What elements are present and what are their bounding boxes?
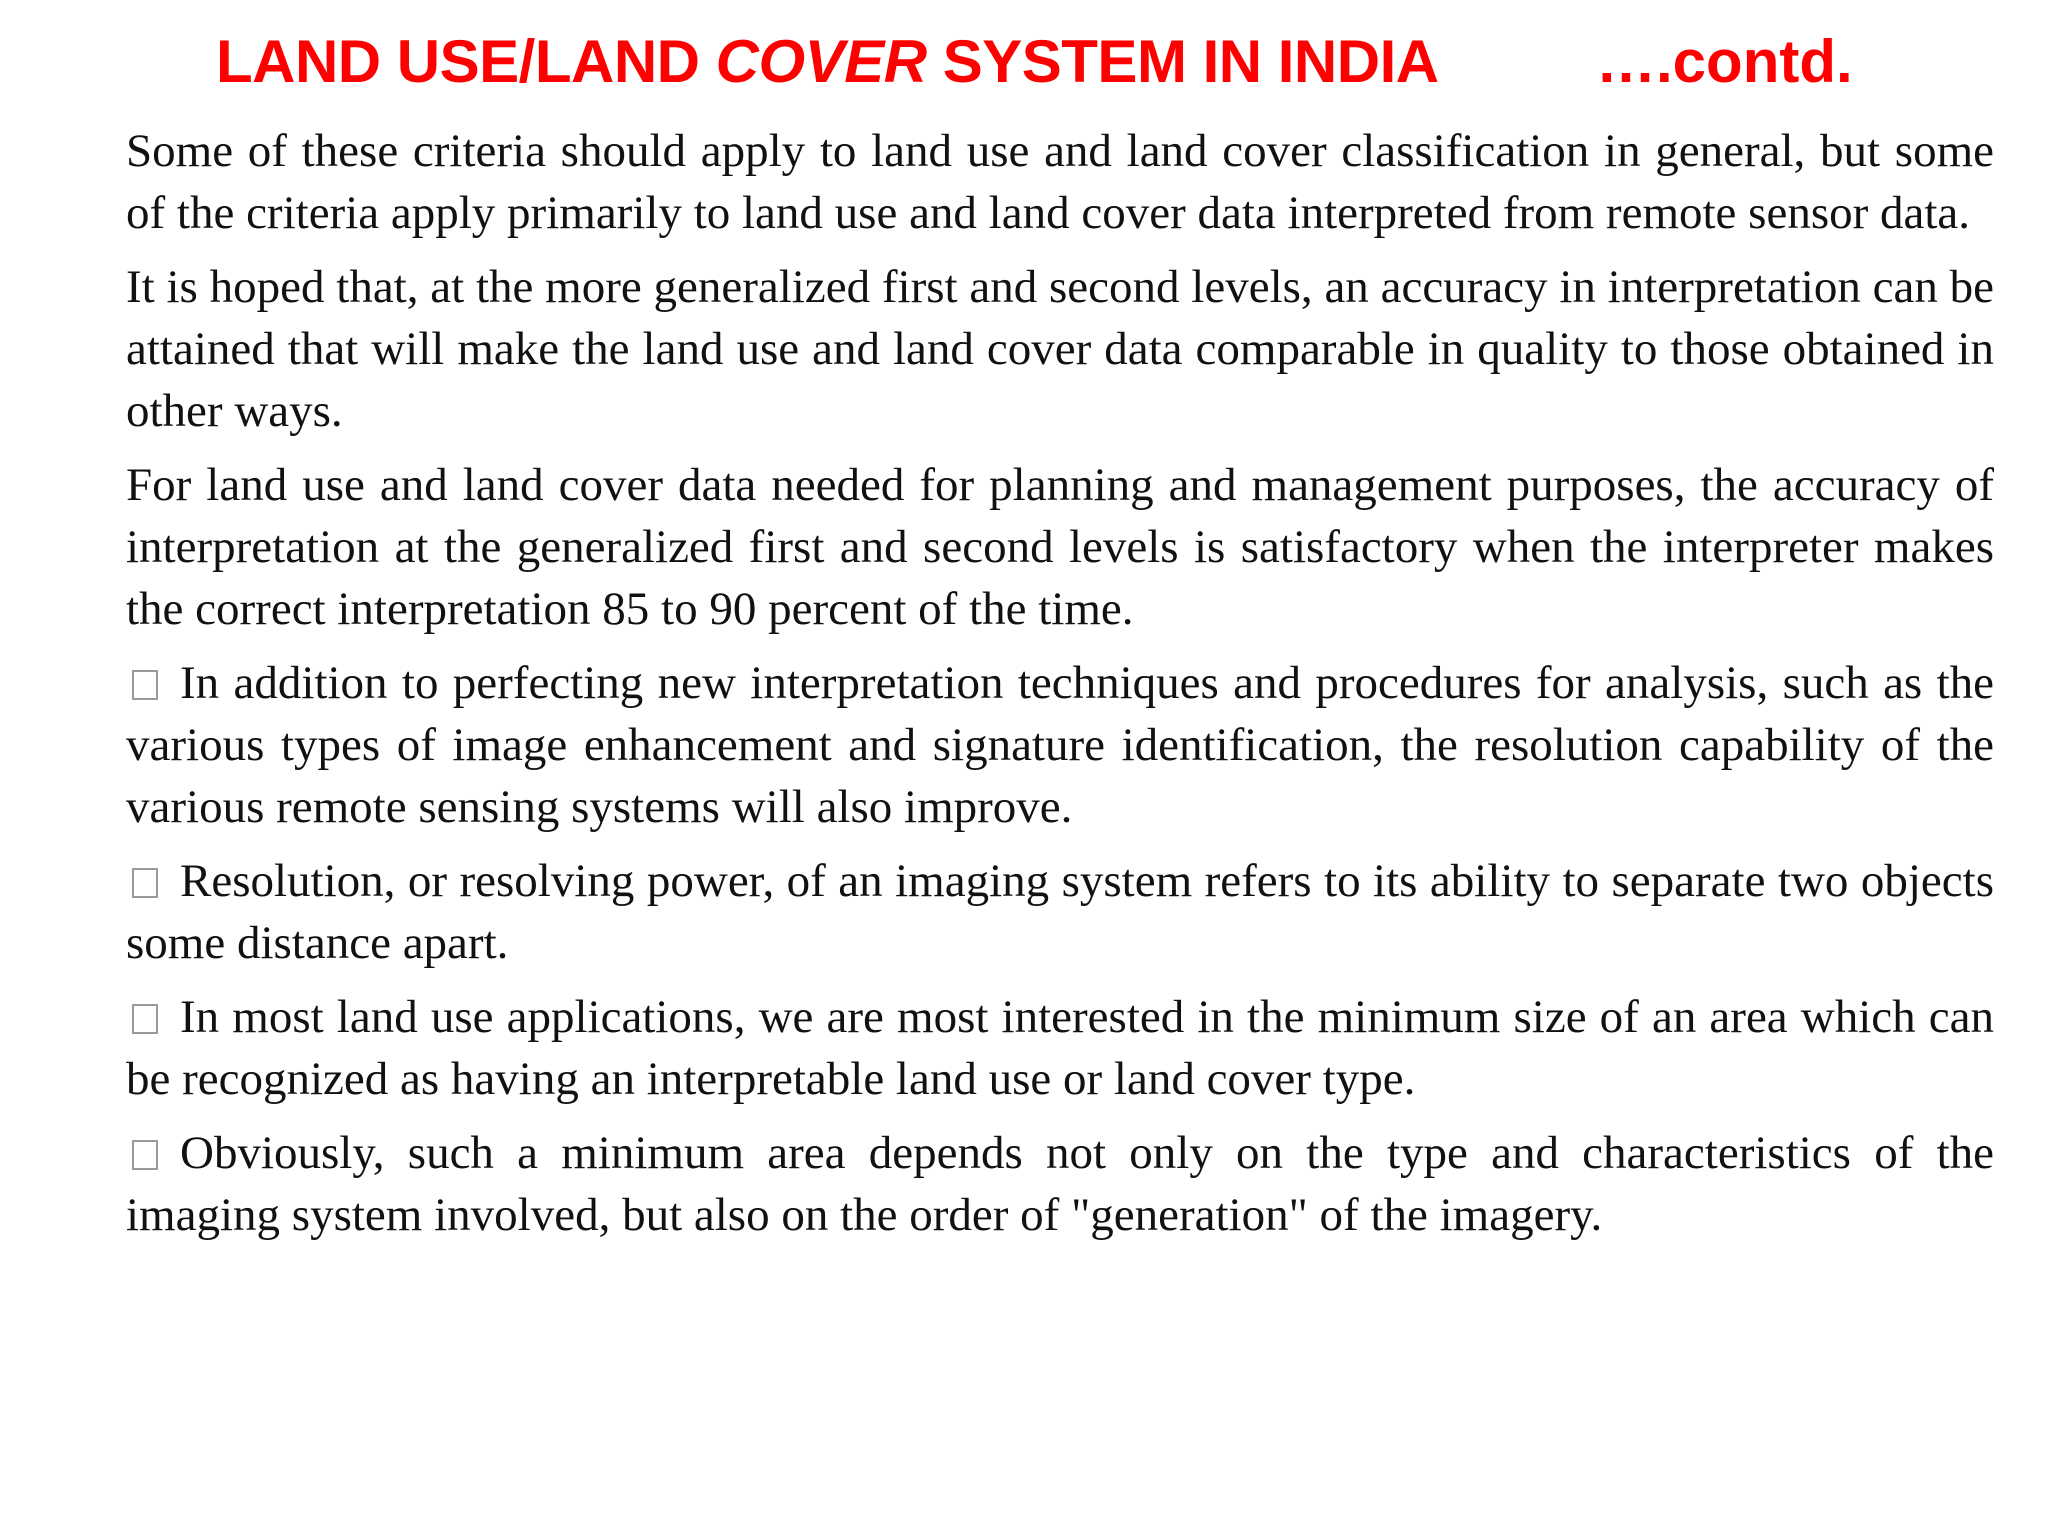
checkbox-bullet-icon <box>132 1004 158 1034</box>
checkbox-bullet-icon <box>132 1140 158 1170</box>
checkbox-bullet-icon <box>132 670 158 700</box>
title-part1: LAND USE/LAND <box>216 28 716 95</box>
paragraph-text: In most land use applications, we are most interested in the minimum size of an area which can be recognized as having an interpretable land use or land cover type. <box>126 991 1994 1105</box>
paragraph-text: Obviously, such a minimum area depends not only on the type and characteristics of the imaging system involved, but also on the order of "generation" of the imagery. <box>126 1127 1994 1241</box>
title-main <box>216 22 1439 102</box>
bullet-paragraph-2 <box>126 850 1994 974</box>
paragraph-2 <box>126 256 1994 442</box>
checkbox-bullet-icon <box>132 868 158 898</box>
paragraph-text: Some of these criteria should apply to land use and land cover classification in general, but some of the criteria apply primarily to land use and land cover data interpreted from remote sensor data. <box>126 125 1994 239</box>
title-part3: SYSTEM IN INDIA <box>926 28 1439 95</box>
slide-body <box>126 120 1994 1258</box>
slide-title <box>216 22 1856 102</box>
paragraph-text: Resolution, or resolving power, of an imaging system refers to its ability to separate two objects some distance apart. <box>126 855 1994 969</box>
paragraph-text: For land use and land cover data needed for planning and management purposes, the accuracy of interpretation at the generalized first and second levels is satisfactory when the interpreter makes the correct interpretation 85 to 90 percent of the time. <box>126 459 1994 635</box>
bullet-paragraph-3 <box>126 986 1994 1110</box>
paragraph-1 <box>126 120 1994 244</box>
title-part2-italic: COVER <box>715 28 927 95</box>
paragraph-3 <box>126 454 1994 640</box>
paragraph-text: In addition to perfecting new interpretation techniques and procedures for analysis, such as the various types of image enhancement and signature identification, the resolution capability of the various remote sensing systems will also improve. <box>126 657 1994 833</box>
bullet-paragraph-4 <box>126 1122 1994 1246</box>
paragraph-text: It is hoped that, at the more generalized first and second levels, an accuracy in interpretation can be attained that will make the land use and land cover data comparable in quality to those obtained in other ways. <box>126 261 1994 437</box>
title-contd: ….contd. <box>1596 28 1853 95</box>
bullet-paragraph-1 <box>126 652 1994 838</box>
